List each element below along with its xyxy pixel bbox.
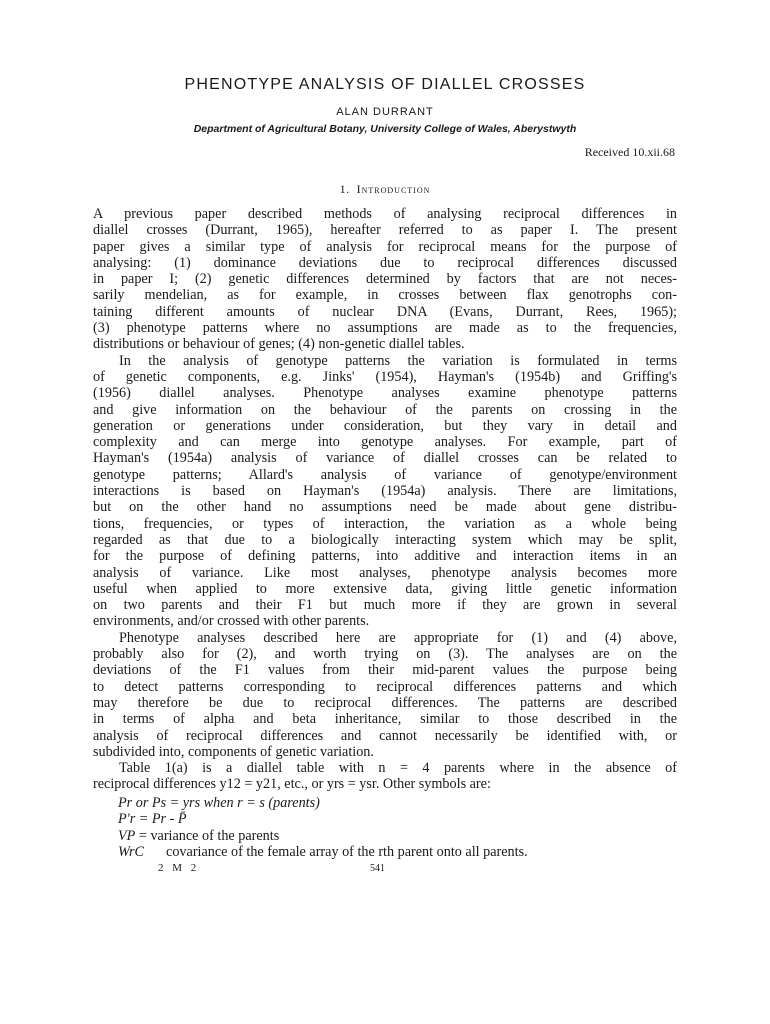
text-line: analysis of reciprocal differences and cannot necessarily be identified with, or xyxy=(93,727,677,744)
received-date: Received 10.xii.68 xyxy=(584,145,675,159)
text-line: paper gives a similar type of analysis for reciprocal means for the purpose of xyxy=(93,238,677,255)
section-heading xyxy=(0,182,770,197)
text-line: genotype patterns; Allard's analysis of variance of genotype/environment xyxy=(93,466,677,483)
definition-2: P'r = Pr - P̄ xyxy=(118,811,187,828)
text-line: subdivided into, components of genetic variation. xyxy=(93,743,374,760)
text-line: (3) phenotype patterns where no assumptions are made as to the frequencies, xyxy=(93,320,677,337)
text-line: to detect patterns corresponding to reciprocal differences patterns and which xyxy=(93,678,677,695)
paragraph-2 xyxy=(93,353,677,630)
text-line: Phenotype analyses described here are appropriate for (1) and (4) above, xyxy=(119,629,677,646)
text-line: for the purpose of defining patterns, into additive and interaction items in an xyxy=(93,548,677,565)
definition-4: WrC covariance of the female array of the rth parent onto all parents. xyxy=(118,843,528,860)
paper-title: PHENOTYPE ANALYSIS OF DIALLEL CROSSES xyxy=(184,76,586,93)
author-affiliation: Department of Agricultural Botany, University College of Wales, Aberystwyth xyxy=(193,123,577,135)
text-line: analysis of variance. Like most analyses, phenotype analysis becomes more xyxy=(93,564,677,581)
text-line: but on the other hand no assumptions need be made about gene distribu- xyxy=(93,499,677,516)
text-line: taining different amounts of nuclear DNA (Evans, Durrant, Rees, 1965); xyxy=(93,303,677,320)
text-line: and give information on the behaviour of the parents on crossing in the xyxy=(93,401,677,418)
text-line: generation or generations under consideration, but they vary in detail and xyxy=(93,417,677,434)
text-line: Table 1(a) is a diallel table with n = 4 parents where in the absence of xyxy=(119,760,677,777)
signature-mark: 2 M 2 xyxy=(158,862,200,874)
definition-1: Pr or Ps = yrs when r = s (parents) xyxy=(118,795,320,811)
paragraph-3 xyxy=(93,630,677,760)
text-line: distributions or behaviour of genes; (4) non-genetic diallel tables. xyxy=(93,336,465,353)
section-number: 1. xyxy=(339,182,350,196)
text-line: useful when applied to more extensive data, giving little genetic information xyxy=(93,580,677,597)
text-line: complexity and can merge into genotype analyses. For example, part of xyxy=(93,434,677,451)
text-line: sarily mendelian, as for example, in crosses between flax genotrophs con- xyxy=(93,287,677,304)
text-line: In the analysis of genotype patterns the variation is formulated in terms xyxy=(119,352,677,369)
text-line: Hayman's (1954a) analysis of variance of diallel crosses can be related to xyxy=(93,450,677,467)
body-text xyxy=(93,206,677,793)
text-line: A previous paper described methods of analysing reciprocal differences in xyxy=(93,206,677,222)
text-line: environments, and/or crossed with other parents. xyxy=(93,613,370,630)
paragraph-4 xyxy=(93,760,677,793)
paragraph-1 xyxy=(93,206,677,353)
text-line: analysing: (1) dominance deviations due to reciprocal differences discussed xyxy=(93,254,677,271)
text-line: in paper I; (2) genetic differences determined by factors that are not neces- xyxy=(93,271,677,288)
text-line: deviations of the F1 values from their mid-parent values the purpose being xyxy=(93,662,677,679)
text-line: diallel crosses (Durrant, 1965), hereafter referred to as paper I. The present xyxy=(93,222,677,239)
text-line: in terms of alpha and beta inheritance, similar to those described in the xyxy=(93,711,677,728)
text-line: of genetic components, e.g. Jinks' (1954), Hayman's (1954b) and Griffing's xyxy=(93,368,677,385)
text-line: interactions is based on Hayman's (1954a) analysis. There are limitations, xyxy=(93,483,677,500)
text-line: may therefore be due to reciprocal differences. The patterns are described xyxy=(93,694,677,711)
text-line: probably also for (2), and worth trying on (3). The analyses are on the xyxy=(93,646,677,663)
page-number: 541 xyxy=(370,863,385,874)
text-line: tions, frequencies, or types of interaction, the variation as a whole being xyxy=(93,515,677,532)
definition-3: VP = variance of the parents xyxy=(118,827,280,844)
text-line: (1956) diallel analyses. Phenotype analyses examine phenotype patterns xyxy=(93,385,677,402)
author-name: ALAN DURRANT xyxy=(336,106,434,118)
section-title: Introduction xyxy=(356,182,431,196)
text-line: regarded as that due to a biologically interacting system which may be split, xyxy=(93,531,677,548)
text-line: reciprocal differences y12 = y21, etc., or yrs = ysr. Other symbols are: xyxy=(93,776,491,793)
symbol-definitions xyxy=(118,795,678,860)
text-line: on two parents and their F1 but much more if they are grown in several xyxy=(93,597,677,614)
